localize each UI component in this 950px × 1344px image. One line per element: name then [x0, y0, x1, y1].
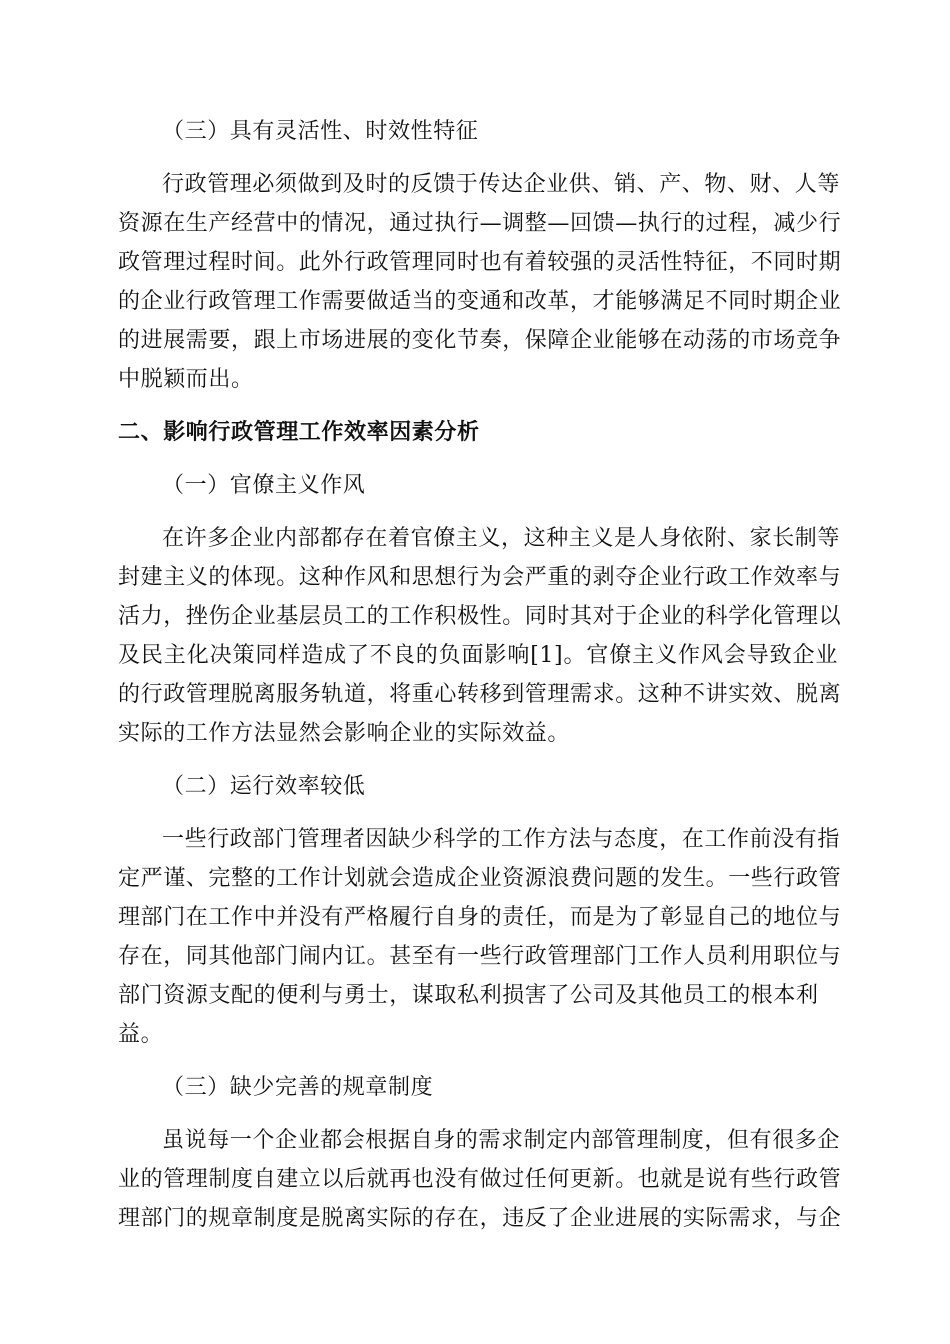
paragraph-line: 理部门在工作中并没有严格履行自身的责任，而是为了彰显自己的地位与 [118, 905, 842, 930]
paragraph-line: 存在，同其他部门闹内讧。甚至有一些行政管理部门工作人员利用职位与 [118, 944, 842, 969]
paragraph-line: 理部门的规章制度是脱离实际的存在，违反了企业进展的实际需求，与企 [118, 1206, 842, 1231]
paragraph-line: 行政管理必须做到及时的反馈于传达企业供、销、产、物、财、人等 [162, 172, 841, 197]
paragraph-line: 及民主化决策同样造成了不良的负面影响[1]。官僚主义作风会导致企业 [118, 643, 838, 668]
paragraph-line: 定严谨、完整的工作计划就会造成企业资源浪费问题的发生。一些行政管 [118, 866, 842, 891]
paragraph-line: 的企业行政管理工作需要做适当的变通和改革，才能够满足不同时期企业 [118, 289, 842, 314]
paragraph-line: 中脱颖而出。 [118, 367, 254, 392]
paragraph-line: 的行政管理脱离服务轨道，将重心转移到管理需求。这种不讲实效、脱离 [118, 682, 842, 707]
section-heading: （三）缺少完善的规章制度 [162, 1075, 434, 1100]
paragraph-line: 资源在生产经营中的情况，通过执行—调整—回馈—执行的过程，减少行 [118, 211, 842, 236]
paragraph-line: 部门资源支配的便利与勇士，谋取私利损害了公司及其他员工的根本利 [118, 983, 819, 1008]
paragraph-line: 一些行政部门管理者因缺少科学的工作方法与态度，在工作前没有指 [162, 827, 841, 852]
paragraph-line: 实际的工作方法显然会影响企业的实际效益。 [118, 721, 571, 746]
paragraph-line: 虽说每一个企业都会根据自身的需求制定内部管理制度，但有很多企 [162, 1128, 841, 1153]
paragraph-line: 益。 [118, 1022, 164, 1047]
section-heading: （三）具有灵活性、时效性特征 [162, 119, 479, 144]
paragraph-line: 在许多企业内部都存在着官僚主义，这种主义是人身依附、家长制等 [162, 526, 841, 551]
part-heading: 二、影响行政管理工作效率因素分析 [118, 420, 480, 445]
paragraph-line: 政管理过程时间。此外行政管理同时也有着较强的灵活性特征，不同时期 [118, 250, 842, 275]
section-heading: （一）官僚主义作风 [162, 473, 366, 498]
paragraph-line: 业的管理制度自建立以后就再也没有做过任何更新。也就是说有些行政管 [118, 1167, 842, 1192]
paragraph-line: 活力，挫伤企业基层员工的工作积极性。同时其对于企业的科学化管理以 [118, 604, 842, 629]
section-heading: （二）运行效率较低 [162, 774, 366, 799]
paragraph-line: 封建主义的体现。这种作风和思想行为会严重的剥夺企业行政工作效率与 [118, 565, 842, 590]
paragraph-line: 的进展需要，跟上市场进展的变化节奏，保障企业能够在动荡的市场竞争 [118, 328, 842, 353]
